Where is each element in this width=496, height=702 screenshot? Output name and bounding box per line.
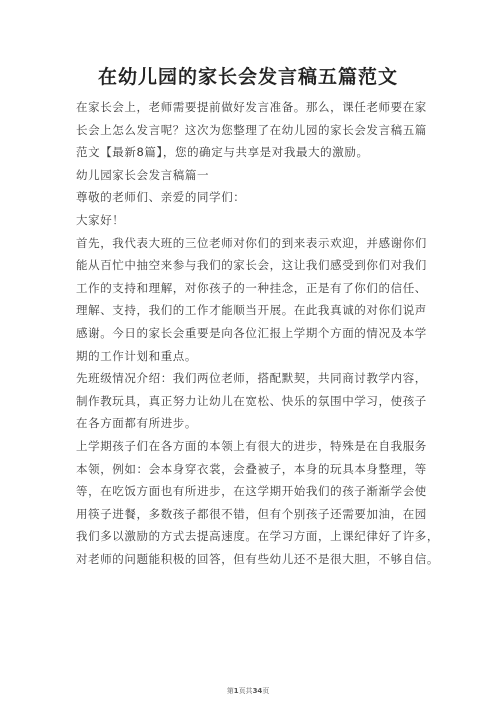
body-line: 制作教玩具，真正努力让幼儿在宽松、快乐的氛围中学习，使孩子	[76, 393, 427, 408]
body-line: 期的工作计划和重点。	[76, 348, 197, 363]
body-line: 理解、支持，我们的工作才能顺当开展。在此我真诚的对你们说声	[76, 303, 427, 318]
body-line: 感谢。今日的家长会重要是向各位汇报上学期个方面的情况及本学	[76, 325, 427, 340]
section-heading: 幼儿园家长会发言稿篇一	[76, 167, 210, 182]
body-line: 长会上怎么发言呢？这次为您整理了在幼儿园的家长会发言稿五篇	[76, 122, 427, 137]
greeting-line: 大家好！	[76, 212, 125, 227]
document-body	[76, 96, 439, 570]
footer-total-pages: 34	[252, 687, 263, 695]
body-line: 范文【最新8篇】，您的确定与共享是对我最大的激励。	[76, 145, 369, 160]
salutation-line: 尊敬的老师们、亲爱的同学们：	[76, 190, 246, 205]
body-line: 在各方面都有所进步。	[76, 416, 197, 431]
page-footer	[0, 686, 496, 696]
body-line: 在家长会上，老师需要提前做好发言准备。那么，课任老师要在家	[76, 100, 427, 114]
footer-page-number: 1	[233, 687, 239, 695]
body-line: 首先，我代表大班的三位老师对你们的到来表示欢迎，并感谢你们	[76, 235, 427, 250]
body-line: 先班级情况介绍：我们两位老师，搭配默契，共同商讨教学内容，	[76, 371, 427, 386]
footer-prefix: 第	[226, 687, 234, 695]
body-line: 工作的支持和理解，对你孩子的一种挂念，正是有了你们的信任、	[76, 280, 427, 295]
body-line: 能从百忙中抽空来参与我们的家长会，这让我们感受到你们对我们	[76, 258, 427, 273]
body-line: 对老师的问题能积极的回答，但有些幼儿还不是很大胆，不够自信。	[76, 551, 439, 566]
body-line: 我们多以激励的方式去提高速度。在学习方面，上课纪律好了许多，	[76, 529, 439, 544]
document-title: 在幼儿园的家长会发言稿五篇范文	[97, 66, 398, 88]
body-line: 上学期孩子们在各方面的本领上有很大的进步，特殊是在自我服务	[76, 438, 427, 453]
body-line: 本领，例如：会本身穿衣裳，会叠被子，本身的玩具本身整理，等	[76, 461, 427, 476]
footer-middle: 页共	[238, 687, 253, 695]
footer-suffix: 页	[262, 687, 270, 695]
body-line: 等，在吃饭方面也有所进步，在这学期开始我们的孩子渐渐学会使	[76, 484, 427, 499]
body-line: 用筷子进餐，多数孩子都很不错，但有个别孩子还需要加油，在园	[76, 506, 427, 521]
